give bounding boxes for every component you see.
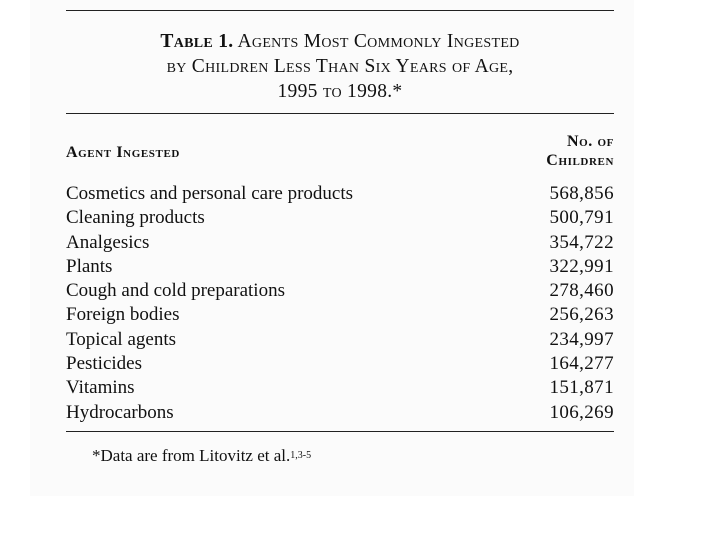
title-line-2: by Children Less Than Six Years of Age,	[166, 56, 514, 77]
agent-cell: Cleaning products	[66, 207, 205, 229]
bottom-rule	[66, 431, 614, 432]
table-number: Table 1.	[160, 31, 234, 52]
title-line-1	[66, 29, 614, 54]
count-cell: 256,263	[549, 304, 614, 326]
count-cell: 151,871	[549, 377, 614, 399]
count-cell: 322,991	[549, 255, 614, 277]
agent-cell: Analgesics	[66, 231, 150, 253]
table-title	[66, 29, 614, 104]
table-row	[66, 303, 614, 327]
table-row	[66, 328, 614, 352]
top-rule	[66, 10, 614, 11]
table-row	[66, 279, 614, 303]
agent-cell: Cosmetics and personal care products	[66, 183, 354, 204]
count-cell: 354,722	[549, 231, 614, 253]
table-header	[66, 114, 614, 174]
title-line-3: 1995 to 1998.*	[277, 81, 403, 102]
count-cell: 234,997	[549, 328, 614, 350]
agent-cell: Cough and cold preparations	[66, 280, 285, 302]
column-header-count-line-2: Children	[546, 152, 614, 169]
table-footnote	[92, 446, 614, 466]
table-row	[66, 182, 614, 206]
footnote-text: *Data are from Litovitz et al.	[92, 445, 291, 465]
table-row	[66, 401, 614, 425]
count-cell: 500,791	[549, 207, 614, 229]
count-cell: 164,277	[549, 353, 614, 375]
agent-cell: Vitamins	[66, 377, 135, 399]
agent-cell: Hydrocarbons	[66, 401, 174, 423]
agent-cell: Plants	[66, 255, 113, 277]
column-header-agent: Agent Ingested	[66, 144, 180, 161]
table-row	[66, 376, 614, 400]
title-text-1: Agents Most Commonly Ingested	[237, 31, 520, 52]
table-row	[66, 206, 614, 230]
column-header-count-line-1: No. of	[567, 133, 614, 150]
agent-cell: Foreign bodies	[66, 304, 180, 326]
data-table	[66, 10, 614, 466]
count-cell: 568,856	[549, 183, 614, 204]
column-header-count	[494, 132, 614, 170]
footnote-reference: 1,3-5	[290, 449, 312, 461]
table-row	[66, 352, 614, 376]
table-row	[66, 231, 614, 255]
agent-cell: Pesticides	[66, 353, 142, 375]
agent-cell: Topical agents	[66, 328, 176, 350]
count-cell: 106,269	[549, 401, 614, 423]
table-body	[66, 182, 614, 425]
count-cell: 278,460	[549, 280, 614, 302]
table-row	[66, 255, 614, 279]
